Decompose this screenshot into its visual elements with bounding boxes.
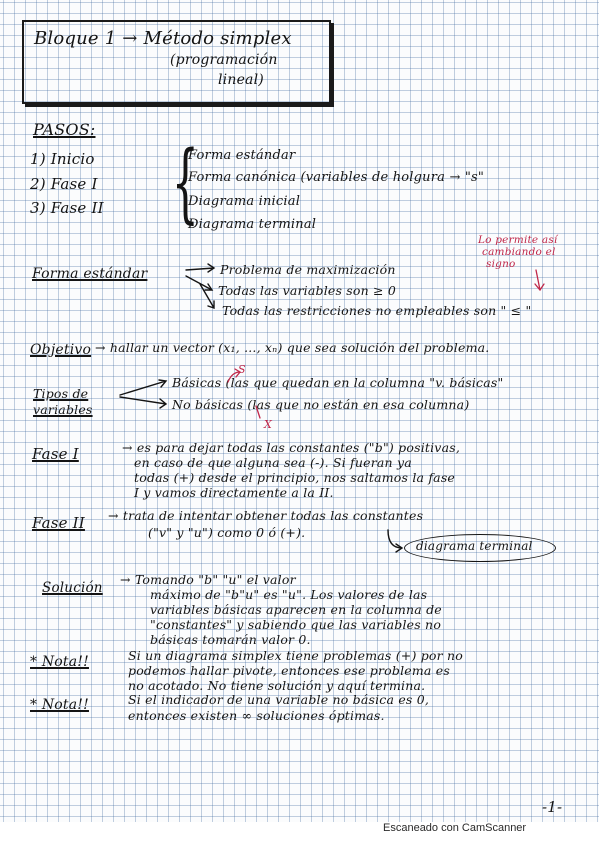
pink-note-3: signo xyxy=(486,258,516,270)
solucion-line-4: "constantes" y sabiendo que las variables no xyxy=(150,617,442,632)
pasos-item-3: Diagrama inicial xyxy=(188,194,301,209)
nota1-label: * Nota!! xyxy=(30,654,89,670)
objetivo-text: → hallar un vector (x₁, ..., xₙ) que sea solución del problema. xyxy=(95,340,490,355)
fase2-result: diagrama terminal xyxy=(416,539,533,553)
solucion-label: Solución xyxy=(42,580,103,596)
pasos-item-4: Diagrama terminal xyxy=(188,217,317,232)
pink-note-2: cambiando el xyxy=(482,246,556,258)
forma-estandar-label: Forma estándar xyxy=(32,266,148,282)
arrow-forma-1 xyxy=(186,264,214,272)
step-2: 2) Fase I xyxy=(30,175,98,193)
pasos-item-2: Forma canónica (variables de holgura → "s" xyxy=(188,170,485,185)
arrow-basicas xyxy=(120,380,166,395)
step-3: 3) Fase II xyxy=(30,199,104,217)
fase1-line-2: en caso de que alguna sea (-). Si fueran ya xyxy=(134,455,412,470)
tipos-label-1: Tipos de xyxy=(33,386,89,401)
pink-arrow-s xyxy=(228,369,240,382)
tipos-no-basicas: No básicas (las que no están en esa columna) xyxy=(172,397,470,412)
solucion-line-1: → Tomando "b" "u" el valor xyxy=(120,572,296,587)
pink-note-1: Lo permite así xyxy=(478,234,558,246)
title-line-1: Bloque 1 → Método simplex xyxy=(34,28,292,49)
forma-estandar-item-1: Problema de maximización xyxy=(220,262,396,277)
step-1: 1) Inicio xyxy=(30,150,95,168)
title-line-2: (programación xyxy=(170,52,278,68)
fase2-line-1: → trata de intentar obtener todas las constantes xyxy=(108,508,424,523)
arrow-no-basicas xyxy=(120,397,166,408)
title-line-3: lineal) xyxy=(218,72,264,88)
pink-mark-s: S xyxy=(238,363,246,376)
forma-estandar-item-3: Todas las restricciones no empleables son " ≤ " xyxy=(222,303,532,318)
nota1-line-1: Si un diagrama simplex tiene problemas (+) por no xyxy=(128,648,463,663)
tipos-basicas: Básicas (las que quedan en la columna "v. básicas" xyxy=(172,375,504,390)
fase1-line-1: → es para dejar todas las constantes ("b") positivas, xyxy=(122,440,461,455)
pasos-item-1: Forma estándar xyxy=(188,148,296,163)
fase2-line-2: ("v" y "u") como 0 ó (+). xyxy=(148,525,306,540)
solucion-line-3: variables básicas aparecen en la columna de xyxy=(150,602,442,617)
forma-estandar-item-2: Todas las variables son ≥ 0 xyxy=(218,283,397,298)
pink-mark-x: X xyxy=(264,418,273,431)
fase1-label: Fase I xyxy=(32,445,79,463)
ink-arrows xyxy=(120,264,402,552)
fase2-label: Fase II xyxy=(32,514,85,532)
arrow-forma-2 xyxy=(186,276,212,290)
solucion-line-5: básicas tomarán valor 0. xyxy=(150,632,311,647)
arrow-to-terminal xyxy=(388,530,402,552)
nota1-line-3: no acotado. No tiene solución y aquí termina. xyxy=(128,678,426,693)
fase1-line-3: todas (+) desde el principio, nos saltamos la fase xyxy=(134,470,456,485)
fase1-line-4: I y vamos directamente a la II. xyxy=(134,485,334,500)
pasos-brace: { xyxy=(171,133,200,233)
tipos-label-2: variables xyxy=(33,402,93,417)
nota2-line-1: Si el indicador de una variable no básica es 0, xyxy=(128,692,430,707)
nota2-line-2: entonces existen ∞ soluciones óptimas. xyxy=(128,708,385,723)
pink-arrow-down xyxy=(535,270,544,290)
page-number: -1- xyxy=(542,798,563,816)
solucion-line-2: máximo de "b"u" es "u". Los valores de las xyxy=(150,587,428,602)
nota2-label: * Nota!! xyxy=(30,697,89,713)
pasos-heading: PASOS: xyxy=(33,120,96,139)
pink-tick-x xyxy=(256,406,260,418)
scanner-footer: Escaneado con CamScanner xyxy=(383,822,527,834)
nota1-line-2: podemos hallar pivote, entonces ese problema es xyxy=(128,663,450,678)
objetivo-label: Objetivo xyxy=(30,342,92,358)
pink-arrows xyxy=(228,270,544,418)
